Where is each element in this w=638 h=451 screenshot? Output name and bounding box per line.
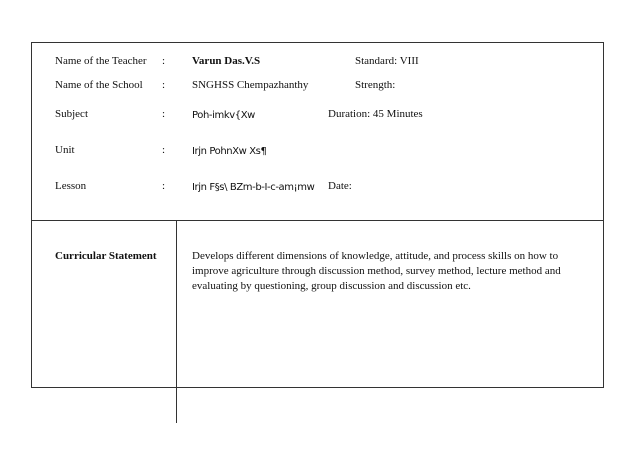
subject-colon: : (162, 108, 166, 120)
unit-colon: : (162, 144, 166, 156)
school-colon: : (162, 79, 166, 91)
school-value: SNGHSS Chempazhanthy (192, 79, 309, 91)
teacher-label: Name of the Teacher (55, 55, 147, 67)
subject-label: Subject (55, 108, 88, 120)
duration-field: Duration: 45 Minutes (328, 108, 423, 120)
table-divider-vertical (176, 220, 177, 423)
unit-value: Irjn PohnXw Xs¶ (192, 146, 267, 157)
curricular-statement-label: Curricular Statement (55, 250, 157, 262)
lesson-colon: : (162, 180, 166, 192)
unit-label: Unit (55, 144, 75, 156)
subject-value: Poh-imkv{Xw (192, 110, 255, 121)
date-field: Date: (328, 180, 352, 192)
strength-field: Strength: (355, 79, 396, 91)
lesson-plan-table-border (31, 42, 604, 388)
table-divider-horizontal (31, 220, 604, 221)
standard-field: Standard: VIII (355, 55, 419, 67)
school-label: Name of the School (55, 79, 143, 91)
lesson-label: Lesson (55, 180, 87, 192)
teacher-value: Varun Das.V.S (192, 55, 261, 67)
curricular-statement-text: Develops different dimensions of knowledge, attitude, and process skills on how to improve agriculture through discussion method, survey method, lecture method and evaluating by questioning, group discussion and discussion etc. (192, 250, 561, 292)
lesson-value: Irjn F§s\ BZm-b-I-c-am¡mw (192, 182, 315, 193)
teacher-colon: : (162, 55, 166, 67)
